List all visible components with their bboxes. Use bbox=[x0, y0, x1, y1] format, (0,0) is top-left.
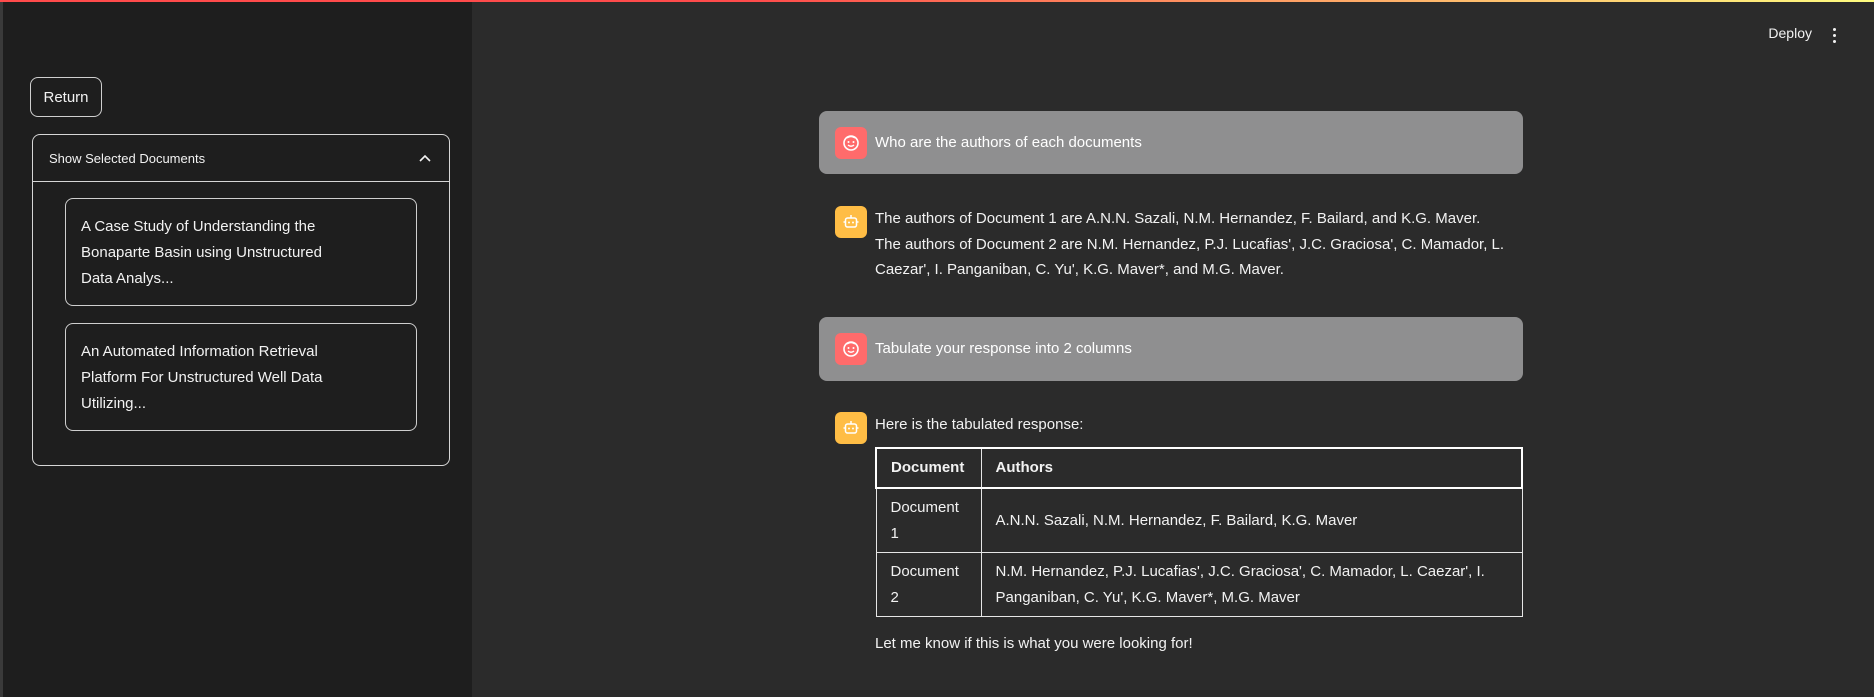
table-cell: Document 1 bbox=[876, 488, 981, 553]
table-cell: Document 2 bbox=[876, 553, 981, 617]
table-row bbox=[876, 488, 1522, 553]
smiley-face-icon bbox=[835, 127, 867, 159]
message-text: Here is the tabulated response: bbox=[875, 415, 1084, 433]
message-text: Tabulate your response into 2 columns bbox=[875, 340, 1132, 357]
document-card[interactable] bbox=[65, 323, 417, 431]
expander-title: Show Selected Documents bbox=[49, 150, 206, 166]
message-content bbox=[875, 412, 1523, 657]
document-card[interactable] bbox=[65, 198, 417, 306]
document-title: An Automated Information Retrieval Platform For Unstructured Well Data Utilizing... bbox=[81, 343, 323, 412]
message-text: The authors of Document 1 are A.N.N. Sazali, N.M. Hernandez, F. Bailard, and K.G. Maver. The authors of Document 2 are N.M. Hernandez, P.J. Lucafias', J.C. Graciosa', C. Mamador, L. Caezar', I. Panganiban, C. Yu', K.G. Maver*, and M.G. Maver. bbox=[875, 210, 1505, 278]
selected-documents-expander bbox=[32, 134, 450, 466]
chat-container bbox=[819, 111, 1523, 657]
smiley-face-icon bbox=[835, 333, 867, 365]
message-text: Let me know if this is what you were looking for! bbox=[875, 635, 1193, 652]
deploy-button[interactable]: Deploy bbox=[1768, 25, 1812, 41]
message-text: Who are the authors of each documents bbox=[875, 134, 1142, 151]
table-cell: A.N.N. Sazali, N.M. Hernandez, F. Bailard, K.G. Maver bbox=[981, 488, 1522, 553]
sidebar bbox=[0, 0, 472, 697]
kebab-menu-icon[interactable] bbox=[1827, 25, 1841, 45]
document-title: A Case Study of Understanding the Bonaparte Basin using Unstructured Data Analys... bbox=[81, 218, 322, 287]
expander-header[interactable] bbox=[33, 135, 449, 182]
response-table bbox=[875, 447, 1523, 617]
table-header-cell: Authors bbox=[981, 448, 1522, 488]
expander-body bbox=[33, 182, 449, 431]
user-message bbox=[819, 317, 1523, 381]
assistant-message bbox=[819, 206, 1523, 283]
table-header-cell: Document bbox=[876, 448, 981, 488]
table-header-row bbox=[876, 448, 1522, 488]
table-row bbox=[876, 553, 1522, 617]
robot-icon bbox=[835, 412, 867, 444]
chevron-up-icon[interactable] bbox=[417, 150, 433, 166]
robot-icon bbox=[835, 206, 867, 238]
return-button[interactable]: Return bbox=[30, 77, 102, 117]
main-area bbox=[472, 0, 1874, 697]
table-cell: N.M. Hernandez, P.J. Lucafias', J.C. Graciosa', C. Mamador, L. Caezar', I. Panganiban, C. Yu', K.G. Maver*, M.G. Maver bbox=[981, 553, 1522, 617]
assistant-message bbox=[819, 412, 1523, 657]
user-message bbox=[819, 111, 1523, 174]
top-accent-line bbox=[0, 0, 1874, 2]
